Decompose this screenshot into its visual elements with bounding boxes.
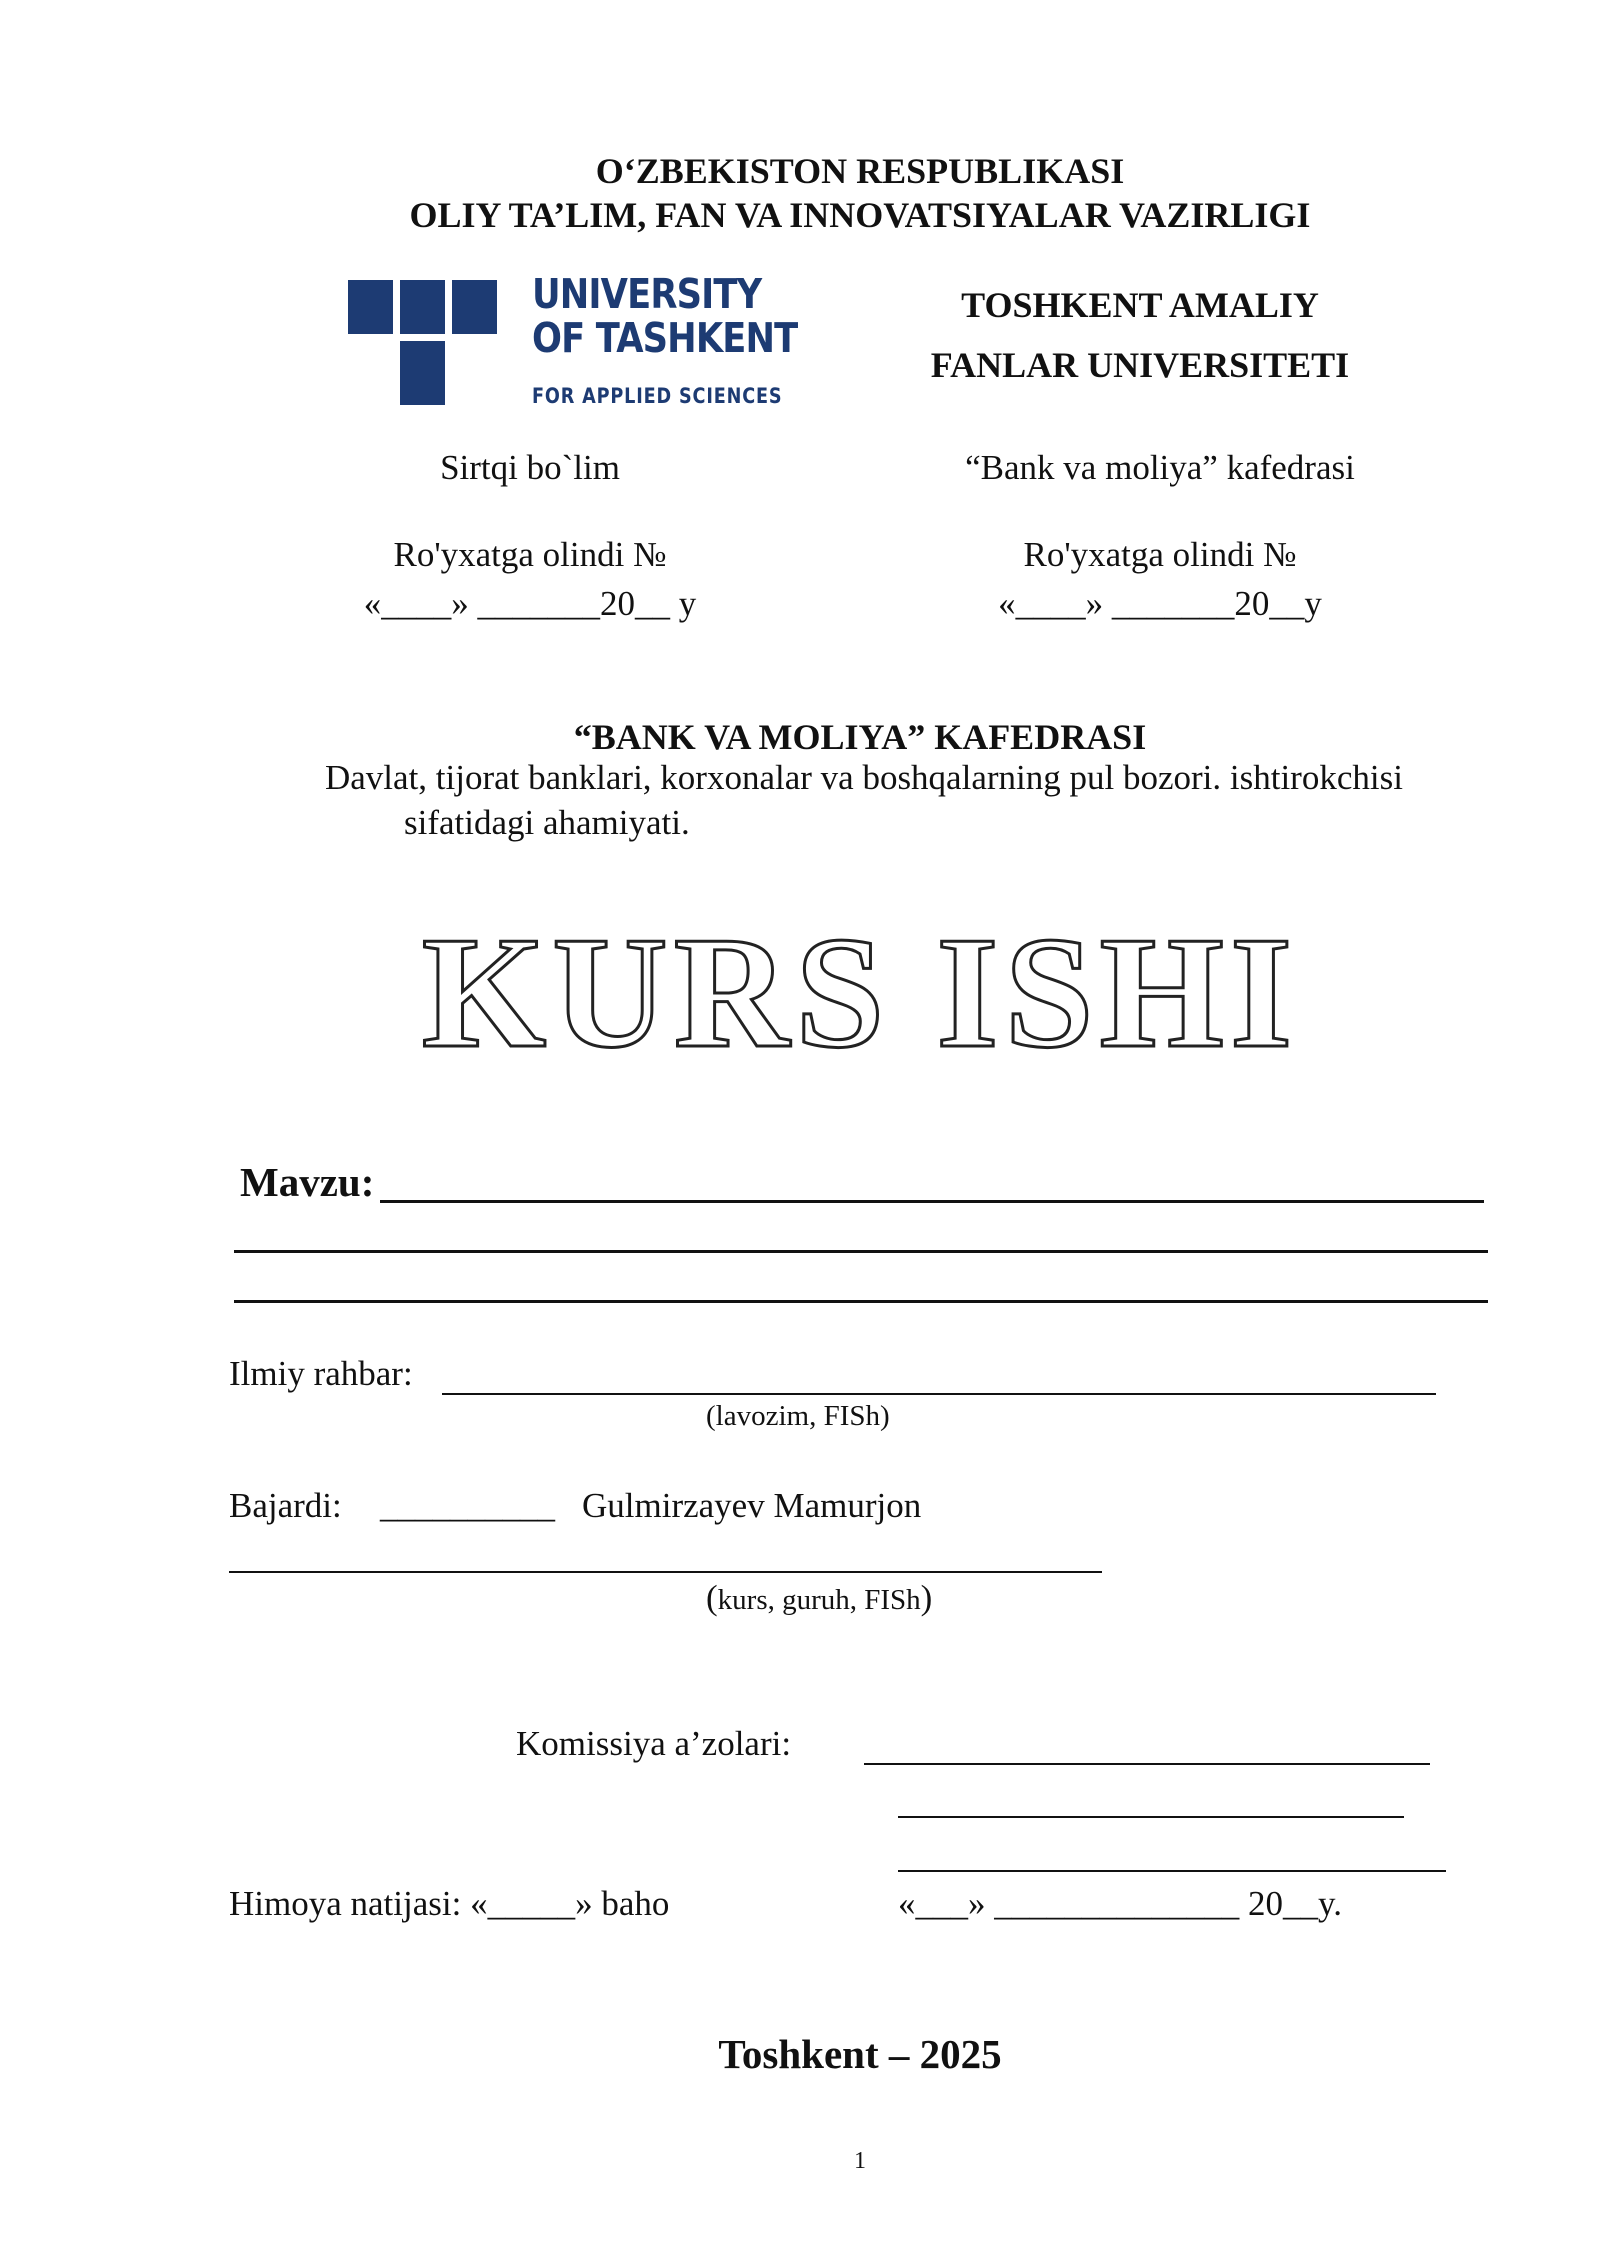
topic-line-2: sifatidagi ahamiyati.	[404, 803, 690, 842]
logo-block-3	[452, 280, 497, 334]
registration-left-date: «____» _______20__ y	[363, 584, 697, 623]
registration-left-label: Ro'yxatga olindi №	[393, 535, 667, 574]
logo-block-2	[400, 280, 445, 334]
author-label: Bajardi:	[229, 1486, 342, 1525]
commission-label: Komissiya a’zolari:	[516, 1724, 792, 1763]
author-hint-open: (	[706, 1578, 718, 1617]
page-number: 1	[854, 2148, 866, 2174]
footer-city-year: Toshkent – 2025	[718, 2031, 1002, 2077]
author-hint-close: )	[920, 1578, 933, 1617]
ministry-line-1: O‘ZBEKISTON RESPUBLIKASI	[595, 151, 1125, 191]
ministry-line-2: OLIY TA’LIM, FAN VA INNOVATSIYALAR VAZIRLIGI	[409, 195, 1311, 235]
mavzu-line-2	[234, 1250, 1488, 1253]
defense-label: Himoya natijasi: «_____» baho	[229, 1884, 670, 1923]
author-hint	[706, 1578, 932, 1618]
author-hint-text: kurs, guruh, FISh	[717, 1584, 921, 1616]
department-right: “Bank va moliya” kafedrasi	[965, 448, 1355, 487]
kafedra-title: “BANK VA MOLIYA” KAFEDRASI	[573, 717, 1147, 757]
mavzu-line-3	[234, 1300, 1488, 1303]
logo-block-stem	[400, 341, 445, 405]
mavzu-line-1	[380, 1200, 1484, 1203]
commission-line-3	[898, 1870, 1446, 1872]
registration-right-date: «____» _______20__y	[998, 584, 1322, 623]
logo-text-applied-sciences: FOR APPLIED SCIENCES	[532, 384, 783, 408]
supervisor-label: Ilmiy rahbar:	[229, 1354, 413, 1393]
author-name: Gulmirzayev Mamurjon	[582, 1486, 922, 1525]
logo-text-of-tashkent: OF TASHKENT	[532, 314, 798, 362]
author-blank: __________	[380, 1486, 555, 1525]
university-name-line-2: FANLAR UNIVERSITETI	[930, 345, 1350, 385]
supervisor-line	[442, 1393, 1436, 1395]
main-title: KURS ISHI	[421, 903, 1299, 1081]
commission-line-2	[898, 1816, 1404, 1818]
commission-line-1	[864, 1763, 1430, 1765]
author-line	[229, 1571, 1102, 1573]
defense-date: «___» ______________ 20__y.	[898, 1884, 1342, 1923]
mavzu-label: Mavzu:	[240, 1159, 375, 1205]
university-name-line-1: TOSHKENT AMALIY	[961, 285, 1319, 325]
department-left: Sirtqi bo`lim	[440, 448, 620, 487]
logo-text-university: UNIVERSITY	[532, 270, 762, 318]
supervisor-hint: (lavozim, FISh)	[706, 1400, 890, 1432]
logo-block-1	[348, 280, 393, 334]
registration-right-label: Ro'yxatga olindi №	[1023, 535, 1297, 574]
topic-line-1: Davlat, tijorat banklari, korxonalar va boshqalarning pul bozori. ishtirokchisi	[325, 758, 1403, 797]
